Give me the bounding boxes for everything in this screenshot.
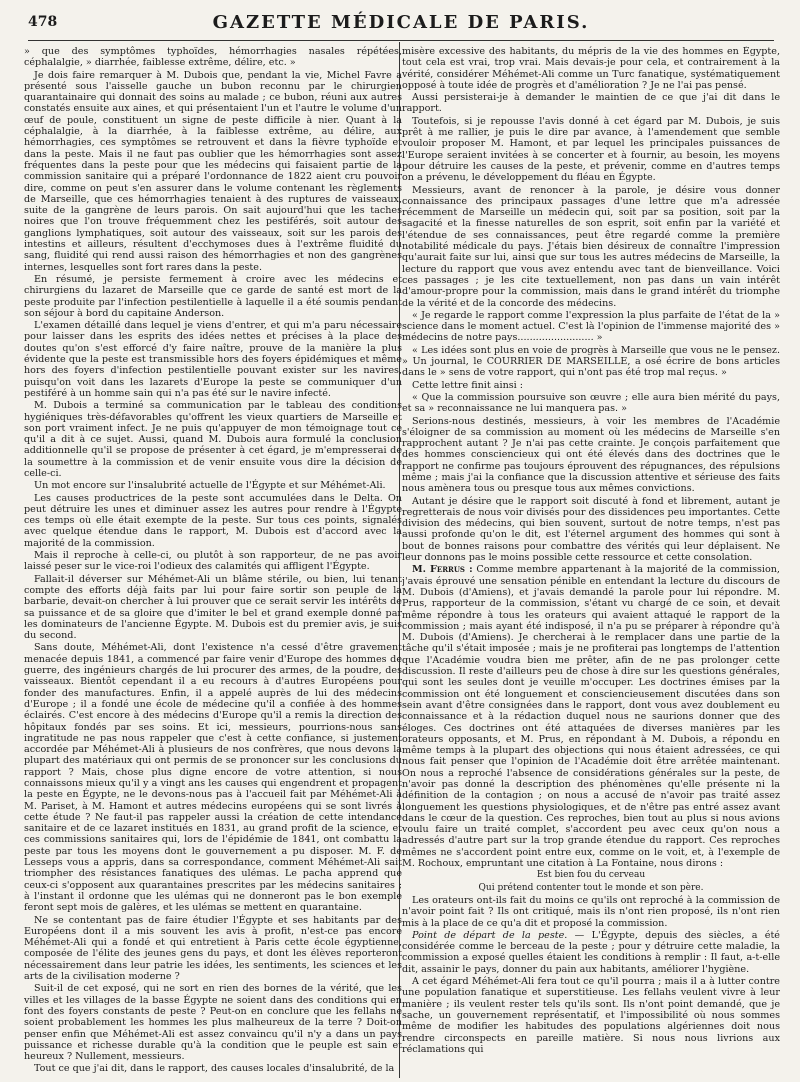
left-column	[24, 46, 402, 1076]
page-header	[28, 12, 774, 38]
paragraph	[402, 930, 780, 975]
paragraph-text: Tout ce que j'ai dit, dans le rapport, des causes locales d'insalubrité, de la	[34, 1063, 395, 1075]
paragraph	[402, 116, 780, 184]
speaker-name: M. Ferrus :	[412, 564, 473, 576]
paragraph-text: Fallait-il déverser sur Méhémet-Ali un blâme stérile, ou bien, lui tenant compte des efforts déjà faits par lui pour faire sortir son peuple de la barbarie, devait-on chercher à lui prouver que ce serait servir les intérêts de sa puissance et de sa gloire que d'imiter le bel et grand exemple donné par les dominateurs de l'ancienne Égypte. M. Dubois est du premier avis, je suis du second.	[24, 573, 402, 642]
paragraph-text: Les causes productrices de la peste sont accumulées dans le Delta. On peut détruire les unes et diminuer assez les autres pour rendre à l'Égypte ces temps où elle était exempte de la peste. Sur tous ces points, signalés avec quelque étendue dans le rapport, M. Dubois est d'accord avec la majorité de la commission.	[24, 492, 402, 549]
paragraph-text: » que des symptômes typhoïdes, hémorrhagies nasales répétées, céphalalgie, » diarrhée, faiblesse extrême, délire, etc. »	[24, 46, 402, 69]
paragraph	[402, 392, 780, 415]
paragraph-text: Qui prétend contenter tout le monde et son père.	[478, 882, 704, 893]
paragraph-text: L'examen détaillé dans lequel je viens d'entrer, et qui m'a paru nécessaire pour laisser dans les esprits des idées nettes et précises à la place des doutes qu'on s'est efforcé d'y faire naître, prouve de la manière la plus évidente que la peste est transmissible hors des foyers épidémiques et même hors des foyers d'infection pestilentielle pouvant exister sur les navires, puisqu'on voit dans les lazarets d'Europe la peste se communiquer d'un pestiféré à un homme sain qui n'a pas été sur le navire infecté.	[24, 320, 402, 399]
paragraph-text: A cet égard Méhémet-Ali fera tout ce qu'il pourra ; mais il a à lutter contre une population fanatique et superstitieuse. Les fellahs veulent vivre à leur manière ; ils veulent rester tels qu'ils sont. Ils n'ont point demandé, que je sache, un gouvernement représentatif, et l'impossibilité où nous sommes même de modifier les habitudes des populations algériennes doit nous rendre circonspects en pareille matière. Si nous nous livrions aux réclamations qui	[402, 976, 780, 1055]
paragraph	[402, 345, 780, 379]
paragraph	[24, 493, 402, 549]
paragraph	[24, 642, 402, 913]
paragraph-text: Toutefois, si je repousse l'avis donné à cet égard par M. Dubois, je suis prêt à me rallier, je puis le dire par avance, à l'amendement que semble vouloir proposer M. Hamont, et par lequel les principales puissances de l'Europe seraient invitées à se concerter et à fournir, au besoin, les moyens pour détruire les causes de la peste, et prévenir, comme en d'autres temps on a prévenu, le développement du fléau en Égypte.	[402, 115, 780, 184]
paragraph-text: Mais il reproche à celle-ci, ou plutôt à son rapporteur, de ne pas avoir laissé peser sur le vice-roi l'odieux des calamités qui affligent l'Égypte.	[24, 550, 402, 573]
paragraph	[402, 564, 780, 869]
paragraph	[24, 915, 402, 983]
paragraph	[24, 480, 402, 491]
paragraph-text: Comme membre appartenant à la majorité de la commission, j'avais éprouvé une sensation pénible en entendant la lecture du discours de M. Dubois (d'Amiens), et j'avais demandé la parole pour lui répondre. M. Prus, rapporteur de la commission, s'étant vu chargé de ce soin, et devait même répondre à tous les orateurs qui avaient attaqué le rapport de la commission ; mais ayant été indisposé, il n'a pu se préparer à répondre qu'à M. Dubois (d'Amiens). Je chercherai à le remplacer dans une partie de la tâche qu'il s'était imposée ; mais je ne profiterai pas longtemps de l'attention que l'Académie voudra bien me prêter, afin de ne pas prolonger cette discussion. Il reste d'ailleurs peu de chose à dire sur les questions générales, qui sont les seules dont je veuille m'occuper. Les doctrines émises par la commission ont été longuement et consciencieusement discutées dans son sein avant d'être consignées dans le rapport, dont vous avez doublement eu connaissance et à la rédaction duquel nous ne saurions donner que des éloges. Ces doctrines ont été attaquées de diverses manières par les orateurs opposants, et M. Prus, en répondant à M. Dubois, a répondu en même temps à la plupart des objections qui nous étaient adressées, ce qui nous fait penser que l'opinion de l'Académie doit être arrêtée maintenant. On nous a reproché l'absence de considérations générales sur la peste, de n'avoir pas donné la description des phénomènes qu'elle présente ni la définition de la contagion ; on nous a accusé de n'avoir pas traité assez longuement les questions physiologiques, et de n'être pas entré assez avant dans le cœur de la question. Ces reproches, bien tout au plus si nous avions voulu faire un traité complet, s'accordent peu avec ceux qu'on nous a adressés d'autre part sur la trop grande étendue du rapport. Ces reproches mêmes ne s'accordent point entre eux, comme on le voit, et, à l'exemple de M. Rochoux, empruntant une citation à La Fontaine, nous dirons :	[402, 564, 780, 870]
paragraph	[24, 46, 402, 69]
paragraph-text: M. Dubois a terminé sa communication par le tableau des conditions hygiéniques très-défavorables qu'offrent les vieux quartiers de Marseille et son port vraiment infect. Je ne puis qu'appuyer de mon témoignage tout ce qu'il a dit à ce sujet. Aussi, quand M. Dubois aura formulé la conclusion additionnelle qu'il se propose de présenter à cet égard, je m'empresserai de la soumettre à la commission et de venir ensuite vous dire la décision de celle-ci.	[24, 400, 402, 479]
verse-line	[402, 883, 780, 894]
paragraph	[24, 550, 402, 573]
right-column	[402, 46, 780, 1076]
paragraph	[24, 1063, 402, 1074]
paragraph-text: « Les idées sont plus en voie de progrès à Marseille que vous ne le pensez. » Un journal, le COURRIER DE MARSEILLE, a osé écrire de bons articles dans le » sens de votre rapport, qui n'ont pas été trop mal reçus. »	[402, 344, 780, 379]
paragraph-text: « Je regarde le rapport comme l'expression la plus parfaite de l'état de la » science dans le moment actuel. C'est là l'opinion de l'immense majorité des » médecins de notre pays......................... »	[402, 309, 780, 344]
paragraph	[24, 320, 402, 399]
verse-line	[402, 870, 780, 881]
paragraph-text: Ne se contentant pas de faire étudier l'Égypte et ses habitants par des Européens dont il a mis souvent les avis à profit, n'est-ce pas encore Méhémet-Ali qui a fondé et qui entretient à Paris cette école égyptienne, composée de l'élite des jeunes gens du pays, et dont les élèves reporteront nécessairement dans leur patrie les idées, les sentiments, les sciences et les arts de la civilisation moderne ?	[24, 914, 402, 983]
paragraph	[402, 416, 780, 495]
paragraph-text: Messieurs, avant de renoncer à la parole, je désire vous donner connaissance des principaux passages d'une lettre que m'a adressée récemment de Marseille un médecin qui, soit par sa position, soit par la sagacité et la finesse naturelles de son esprit, soit enfin par la variété et l'étendue de ses connaissances, peut être regardé comme la première notabilité médicale du pays. J'étais bien désireux de connaître l'impression qu'aurait faite sur lui, ainsi que sur tous les autres médecins de Marseille, la lecture du rapport que vous avez entendu avec tant de bienveillance. Voici ces passages ; je les cite textuellement, non pas dans un vain intérêt d'amour-propre pour la commission, mais dans le grand intérêt du triomphe de la vérité et de la concorde des médecins.	[402, 184, 780, 309]
paragraph	[24, 400, 402, 479]
paragraph	[24, 574, 402, 642]
paragraph-text: misère excessive des habitants, du mépris de la vie des hommes en Égypte, tout cela est vrai, trop vrai. Mais devais-je pour cela, et contrairement à la vérité, considérer Méhémet-Ali comme un Turc fanatique, systématiquement opposé à toute idée de progrès et d'amélioration ? Je ne l'ai pas pensé.	[402, 46, 780, 91]
paragraph-text: Aussi persisterai-je à demander le maintien de ce que j'ai dit dans le rapport.	[402, 92, 780, 115]
paragraph-text: Sans doute, Méhémet-Ali, dont l'existence n'a cessé d'être gravement menacée depuis 1841, a commencé par faire venir d'Europe des hommes de guerre, des ingénieurs chargés de lui procurer des armes, de la poudre, des vaisseaux. Bientôt cependant il a eu recours à d'autres Européens pour fonder des manufactures. Enfin, il a appelé auprès de lui des médecins d'Europe ; il a fondé une école de médecine qu'il a confiée à des hommes éclairés. C'est encore à des médecins d'Europe qu'il a remis la direction des hôpitaux fondés par ses soins. Et ici, messieurs, pourrions-nous sans ingratitude ne pas nous rappeler que c'est à cette confiance, si justement accordée par Méhémet-Ali à plusieurs de nos confrères, que nous devons la plupart des matériaux qui ont permis de se prononcer sur les conclusions du rapport ? Mais, chose plus digne encore de votre attention, si nous connaissons mieux qu'il y a vingt ans les causes qui engendrent et propagent la peste en Égypte, ne le devons-nous pas à l'accueil fait par Méhémet-Ali à M. Pariset, à M. Hamont et autres médecins européens qui se sont livrés à cette étude ? Ne faut-il pas rappeler aussi la création de cette intendance sanitaire et de ce lazaret institués en 1831, au grand profit de la science, et ces commissions sanitaires qui, lors de l'épidémie de 1841, ont combattu la peste par tous les moyens dont le gouvernement a pu disposer. M. F. de Lesseps vous a appris, dans sa correspondance, comment Méhémet-Ali sait triompher des résistances fanatiques des ulémas. Le pacha apprend que ceux-ci s'opposent aux quarantaines prescrites par les médecins sanitaires ; à l'instant il ordonne que les ulémas qui ne donneront pas le bon exemple feront sept mois de galères, et les ulémas se mettent en quarantaine.	[24, 642, 402, 914]
paragraph-text: Est bien fou du cerveau	[536, 870, 646, 881]
paragraph-text: Je dois faire remarquer à M. Dubois que, pendant la vie, Michel Favre a présenté sous l'aisselle gauche un bubon reconnu par le chirurgien quarantainaire qui donnait des soins au malade ; ce bubon, réuni aux autres constatés ensuite aux aines, et qui présentaient l'un et l'autre le volume d'un œuf de poule, constituent un signe de peste difficile à nier. Quant à la céphalalgie, à la diarrhée, à la faiblesse extrême, au délire, aux hémorrhagies, ces symptômes se retrouvent et dans la fièvre typhoïde et dans la peste. Mais il ne faut pas oublier que les hémorrhagies sont assez fréquentes dans la peste pour que les médecins qui faisaient partie de la commission sanitaire qui a préparé l'ordonnance de 1822 aient cru pouvoir dire, comme on peut s'en assurer dans le volume contenant les règlements de Marseille, que ces hémorrhagies tenaient à des ruptures de vaisseaux, suite de la gangrène de leurs parois. On sait aujourd'hui que les taches noires que l'on trouve fréquemment chez les pestiférés, soit autour des ganglions lymphatiques, soit autour des vaisseaux, soit sur les parois des intestins et ailleurs, résultent d'ecchymoses dues à l'extrême fluidité du sang, fluidité qui rend aussi raison des hémorrhagies et non des gangrènes internes, lesquelles sont fort rares dans la peste.	[24, 69, 402, 273]
section-lead: Point de départ de la peste.	[412, 929, 568, 941]
paragraph	[402, 976, 780, 1055]
paragraph-text: Un mot encore sur l'insalubrité actuelle de l'Égypte et sur Méhémet-Ali.	[34, 480, 386, 492]
paragraph	[402, 895, 780, 929]
paragraph-text: Les orateurs ont-ils fait du moins ce qu'ils ont reproché à la commission de n'avoir point fait ? Ils ont critiqué, mais ils n'ont rien proposé, ils n'ont rien mis à la place de ce qu'a dit et proposé la commission.	[402, 894, 780, 929]
paragraph-text: En résumé, je persiste fermement à croire avec les médecins et chirurgiens du lazaret de Marseille que ce garde de santé est mort de la peste produite par l'infection pestilentielle à laquelle il a été soumis pendant son séjour à bord du capitaine Anderson.	[24, 273, 402, 319]
paragraph	[402, 92, 780, 115]
paragraph-text: Cette lettre finit ainsi :	[412, 379, 524, 391]
paragraph	[24, 983, 402, 1062]
paragraph	[24, 274, 402, 319]
paragraph-text: Suit-il de cet exposé, qui ne sort en rien des bornes de la vérité, que les villes et les villages de la basse Égypte ne soient dans des conditions qui en font des foyers constants de peste ? Peut-on en conclure que les fellahs ne soient probablement les hommes les plus malheureux de la terre ? Doit-on penser enfin que Méhémet-Ali est assez convaincu qu'il n'y a dans un pays puissance et richesse durable qu'à la condition que le peuple est sain et heureux ? Nullement, messieurs.	[24, 983, 402, 1063]
paragraph-text: Serions-nous destinés, messieurs, à voir les membres de l'Académie s'éloigner de sa commission au moment où les médecins de Marseille s'en rapprochent autant ? Je n'ai pas cette crainte. Je conçois parfaitement que des hommes consciencieux qui ont été élevés dans des doctrines que le rapport ne confirme pas toujours éprouvent des répugnances, des répulsions même ; mais j'ai la confiance que la discussion attentive et sérieuse des faits nous amènera tous ou presque tous aux mêmes convictions.	[402, 415, 780, 495]
paragraph	[402, 46, 780, 91]
paragraph	[402, 310, 780, 344]
header-rule	[28, 40, 774, 41]
journal-title: GAZETTE MÉDICALE DE PARIS.	[212, 12, 590, 33]
paragraph-text: — L'Égypte, depuis des siècles, a été considérée comme le berceau de la peste ; pour y détruire cette maladie, la commission a exposé quelles étaient les conditions à remplir : Il faut, a-t-elle dit, assainir le pays, donner du pain aux habitants, améliorer l'hygiène.	[402, 929, 780, 975]
paragraph-text: Autant je désire que le rapport soit discuté à fond et librement, autant je regretterais de nous voir divisés pour des dissidences peu importantes. Cette division des médecins, qui bien souvent, surtout de notre temps, n'est pas aussi profonde qu'on le dit, est l'éternel argument des hommes qui sont à bout de bonnes raisons pour combattre des vérités qui leur déplaisent. Ne leur donnons pas le moins possible cette ressource et cette consolation.	[402, 495, 780, 564]
paragraph	[24, 70, 402, 273]
paragraph	[402, 185, 780, 309]
paragraph	[402, 496, 780, 564]
paragraph-text: « Que la commission poursuive son œuvre ; elle aura bien mérité du pays, et sa » reconnaissance ne lui manquera pas. »	[402, 391, 780, 415]
page-number: 478	[28, 14, 58, 30]
paragraph	[402, 380, 780, 391]
